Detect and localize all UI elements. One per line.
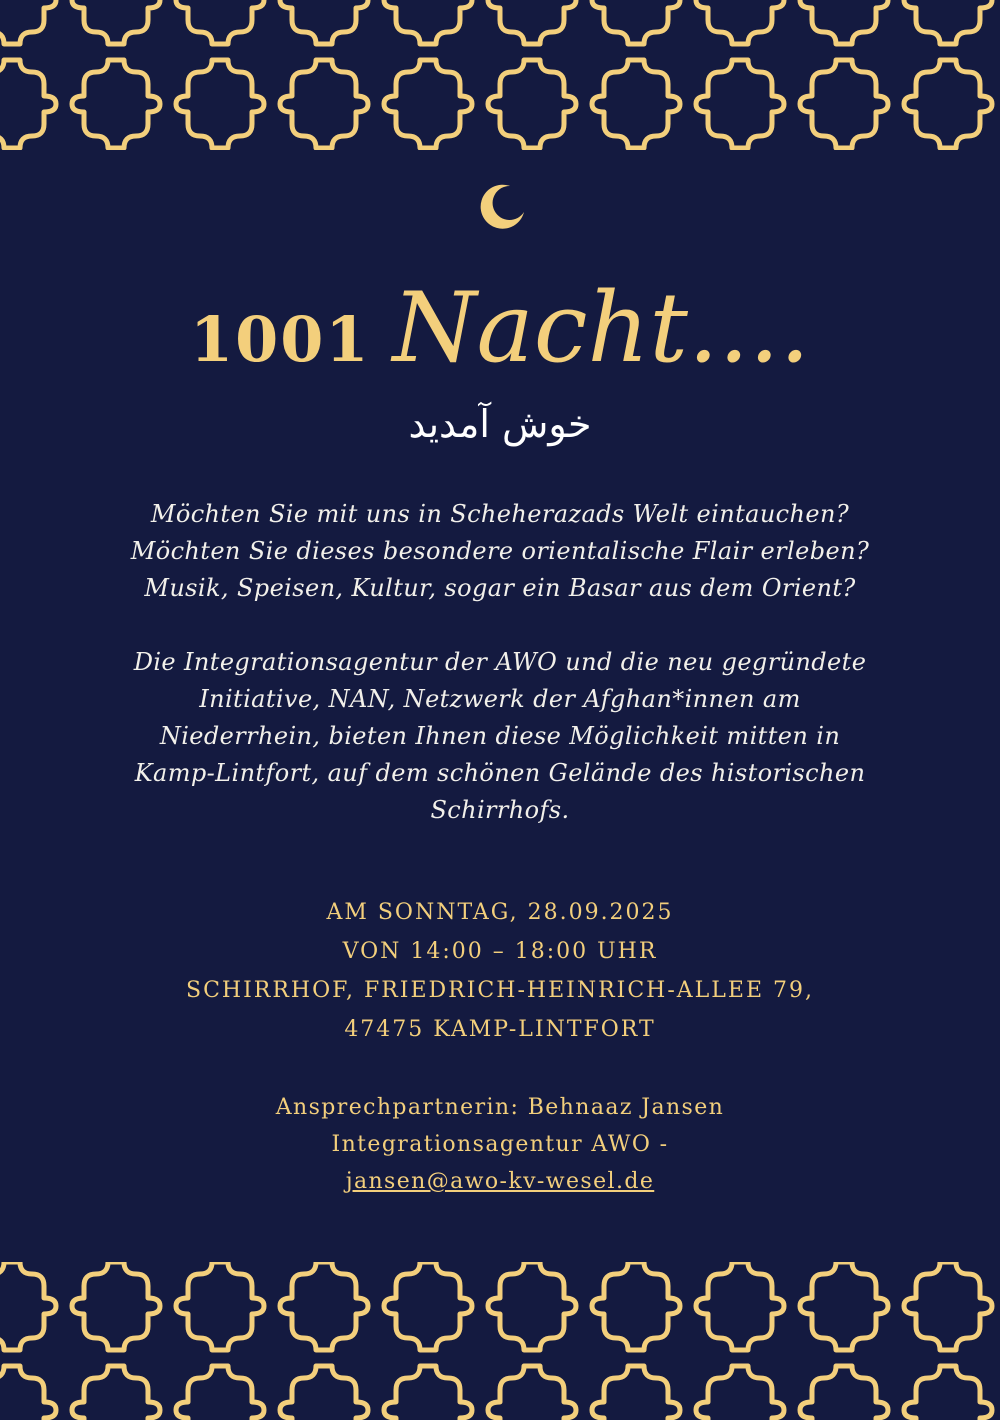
event-location-line1: SCHIRRHOF, FRIEDRICH-HEINRICH-ALLEE 79,	[186, 978, 814, 1003]
intro-line: Initiative, NAN, Netzwerk der Afghan*innen am	[199, 685, 801, 713]
event-details	[0, 893, 1000, 1049]
title-number: 1001	[189, 303, 371, 376]
intro-line: Musik, Speisen, Kultur, sogar ein Basar aus dem Orient?	[144, 574, 856, 602]
event-location-line2: 47475 KAMP-LINTFORT	[344, 1017, 656, 1042]
welcome-greeting: خوش آمدید	[408, 402, 592, 446]
event-date: AM SONNTAG, 28.09.2025	[326, 900, 674, 925]
crescent-moon-icon	[476, 180, 528, 232]
top-lattice-pattern	[0, 0, 1000, 150]
intro-line: Schirrhofs.	[430, 796, 570, 824]
contact-organization: Integrationsagentur AWO -	[331, 1132, 669, 1157]
intro-paragraph-1	[40, 496, 960, 607]
intro-line: Niederrhein, bieten Ihnen diese Möglichkeit mitten in	[159, 722, 841, 750]
intro-line: Kamp-Lintfort, auf dem schönen Gelände des historischen	[134, 759, 866, 787]
intro-line: Möchten Sie dieses besondere orientalische Flair erleben?	[130, 537, 870, 565]
event-time: VON 14:00 – 18:00 UHR	[342, 939, 658, 964]
title-word: Nacht....	[392, 272, 811, 384]
bottom-lattice-pattern	[0, 1262, 1000, 1420]
contact-email-link[interactable]: jansen@awo-kv-wesel.de	[345, 1169, 655, 1194]
contact-details	[0, 1089, 1000, 1200]
intro-text	[40, 496, 960, 829]
contact-person: Ansprechpartnerin: Behnaaz Jansen	[275, 1095, 725, 1120]
intro-line: Möchten Sie mit uns in Scheherazads Welt eintauchen?	[150, 500, 850, 528]
intro-paragraph-2	[40, 644, 960, 829]
event-title	[0, 272, 1000, 384]
intro-line: Die Integrationsagentur der AWO und die neu gegründete	[133, 648, 867, 676]
